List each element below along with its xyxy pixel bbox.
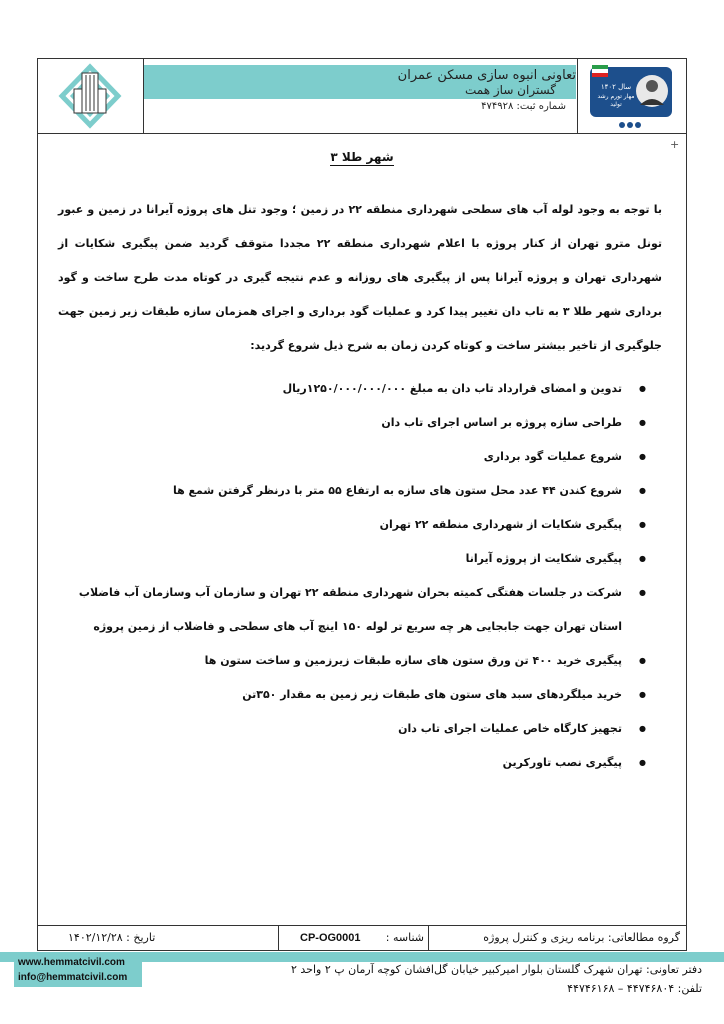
list-item: ● تجهیز کارگاه خاص عملیات اجرای تاب دان <box>60 712 650 746</box>
intro-paragraph: با توجه به وجود لوله آب های سطحی شهرداری منطقه ۲۲ در زمین ؛ وجود تنل های پروژه آیرانا در زمین و عبور تونل مترو تهران از کنار پروژه با اعلام شهرداری منطقه ۲۲ مجددا متوقف گردید ضمن پیگیری شکایات از شهرداری تهران و پروژه آیرانا پس از پیگیری های روزانه و عدم نتیجه گیری در کوتاه مدت طرح ساخت و گود برداری شهر طلا ۳ به تاب دان تغییر پیدا کرد و عملیات گود برداری و اجرای همزمان سازه طبقات زیر زمین جهت جلوگیری از تاخیر بیشتر ساخت و کوتاه کردن زمان به شرح ذیل شروع گردید: <box>58 203 662 352</box>
registration-number: شماره ثبت: ۴۷۴۹۲۸ <box>481 101 566 112</box>
list-item: ● پیگیری شکایات از شهرداری منطقه ۲۲ تهران <box>60 508 650 542</box>
office-phone: تلفن: ۴۴۷۴۶۸۰۴ – ۴۴۷۴۶۱۶۸ <box>567 982 702 995</box>
website-link[interactable]: www.hemmatcivil.com <box>18 957 125 968</box>
email-link[interactable]: info@hemmatcivil.com <box>18 972 128 983</box>
document-date: تاریخ : ۱۴۰۲/۱۲/۲۸ <box>68 931 156 944</box>
list-item: ● پیگیری خرید ۴۰۰ تن ورق ستون های سازه طبقات زیرزمین و ساخت ستون ها <box>60 644 650 678</box>
list-item: ● شرکت در جلسات هفتگی کمیته بحران شهرداری منطقه ۲۲ تهران و سازمان آب وسازمان آب فاضلاب استان تهران جهت جابجایی هر چه سریع تر لوله ۱۵۰ اینچ آب های سطحی و فاضلاب از زمین پروژه <box>60 576 650 644</box>
company-name-line1: تعاونی انبوه سازی مسکن عمران <box>397 68 576 83</box>
document-title-text: شهر طلا ۳ <box>330 150 394 164</box>
office-address: دفتر تعاونی: تهران شهرک گلستان بلوار امیرکبیر خیابان گل‌افشان کوچه آرمان پ ۲ واحد ۲ <box>290 963 702 976</box>
list-item: ● شروع کندن ۴۴ عدد محل ستون های سازه به ارتفاع ۵۵ متر با درنظر گرفتن شمع ها <box>60 474 650 508</box>
document-id-label: شناسه : <box>385 931 424 944</box>
slogan-text: مهار تورم رشد تولید <box>597 93 635 108</box>
document-title <box>0 150 724 164</box>
list-item: ● طراحی سازه پروژه بر اساس اجرای تاب دان <box>60 406 650 440</box>
list-item: ● شروع عملیات گود برداری <box>60 440 650 474</box>
company-name-line2: گستران ساز همت <box>465 83 556 97</box>
list-item: ● تدوین و امضای قرارداد تاب دان به مبلغ ۱۲۵۰/۰۰۰/۰۰۰/۰۰۰ریال <box>60 372 650 406</box>
list-item: ● خرید میلگردهای سبد های ستون های طبقات زیر زمین به مقدار ۳۵۰تن <box>60 678 650 712</box>
slogan-year: سال ۱۴۰۲ <box>600 83 632 91</box>
list-item: ● پیگیری شکایت از پروژه آیرانا <box>60 542 650 576</box>
action-list <box>60 372 650 780</box>
list-item: ● پیگیری نصب تاورکرین <box>60 746 650 780</box>
study-group: گروه مطالعاتی: برنامه ریزی و کنترل پروژه <box>483 931 680 944</box>
document-id: CP-OG0001 <box>300 932 361 944</box>
plus-mark: + <box>670 138 680 151</box>
